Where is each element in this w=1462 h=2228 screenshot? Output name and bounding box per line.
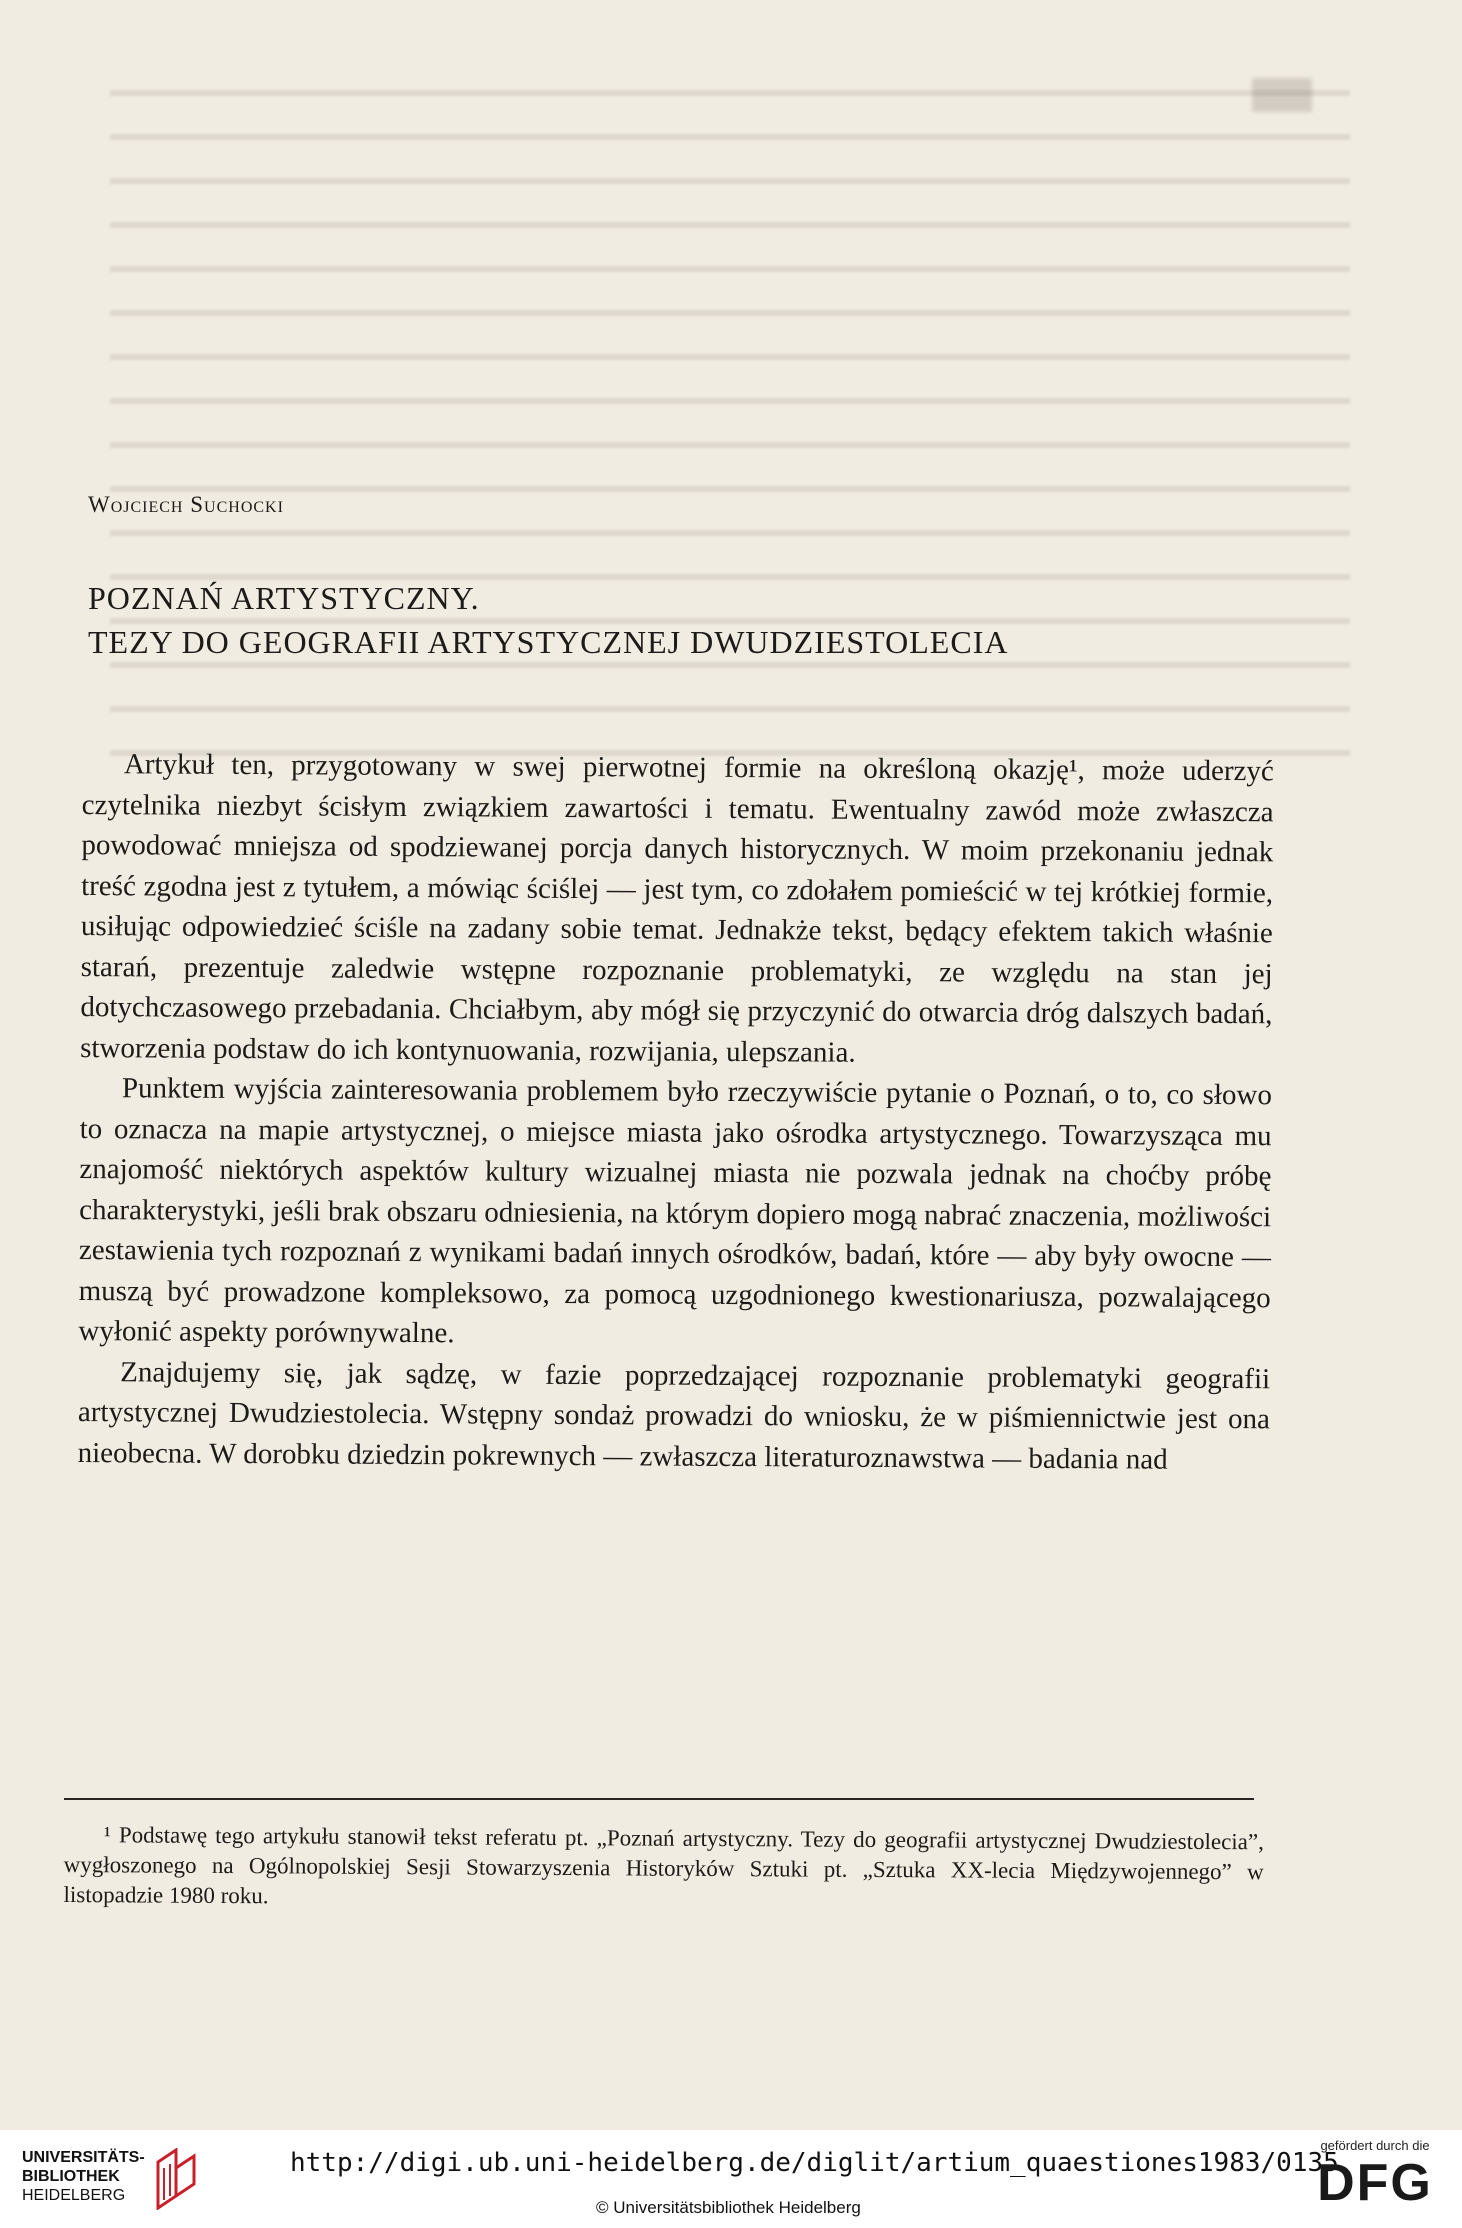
footnote-divider	[64, 1798, 1254, 1800]
article-body	[78, 744, 1274, 1480]
viewer-footer	[0, 2130, 1462, 2228]
library-emblem-icon	[154, 2148, 198, 2210]
bleed-through-texture	[110, 60, 1350, 780]
library-name	[22, 2148, 145, 2205]
paragraph-3: Znajdujemy się, jak sądzę, w fazie poprzedzającej rozpoznanie problematyki geografii artystycznej Dwudziestolecia. Wstępny sondaż prowadzi do wniosku, że w piśmiennictwie jest ona nieobecna. W dorobku dziedzin pokrewnych — zwłaszcza literaturoznawstwa — badania nad	[77, 1355, 1271, 1476]
library-name-line-2: BIBLIOTHEK	[22, 2168, 120, 2185]
permalink-url[interactable]: http://digi.ub.uni-heidelberg.de/diglit/artium_quaestiones1983/0135	[290, 2148, 1339, 2178]
title-line-1: POZNAŃ ARTYSTYCZNY.	[88, 580, 480, 616]
library-name-line-1: UNIVERSITÄTS-	[22, 2149, 145, 2166]
article-title	[88, 576, 1268, 664]
university-library-logo[interactable]	[22, 2148, 192, 2218]
paragraph-2: Punktem wyjścia zainteresowania problemem było rzeczywiście pytanie o Poznań, o to, co słowo to oznacza na mapie artystycznej, o miejsce miasta jako ośrodka artystycznego. Towarzysząca mu znajomość niektórych aspektów kultury wizualnej miasta nie pozwala jednak na choćby próbę charakterystyki, jeśli brak obszaru odniesienia, na którym dopiero mogą nabrać znaczenia, możliwości zestawienia tych rozpoznań z wynikami badań innych ośrodków, badań, które — aby były owocne — muszą być prowadzone kompleksowo, za pomocą uzgodnionego kwestionariusza, pozwalającego wyłonić aspekty porównywalne.	[78, 1072, 1272, 1350]
dfg-sponsor[interactable]	[1300, 2138, 1450, 2222]
paragraph-1: Artykuł ten, przygotowany w swej pierwotnej formie na określoną okazję¹, może uderzyć czytelnika niezbyt ścisłym związkiem zawartości i tematu. Ewentualny zawód może zwłaszcza powodować mniejsza od spodziewanej porcja danych historycznych. W moim przekonaniu jednak treść zgodna jest z tytułem, a mówiąc ściślej — jest tym, co zdołałem pomieścić w tej krótkiej formie, usiłując odpowiedzieć ściśle na zadany sobie temat. Jednakże tekst, będący efektem takich właśnie starań, prezentuje zaledwie wstępne rozpoznanie problematyki, ze względu na stan jej dotychczasowego przebadania. Chciałbym, aby mógł się przyczynić do otwarcia dróg dalszych badań, stworzenia podstaw do ich kontynuowania, rozwijania, ulepszania.	[80, 748, 1274, 1069]
footnote: ¹ Podstawę tego artykułu stanowił tekst referatu pt. „Poznań artystyczny. Tezy do geografii artystycznej Dwudziestolecia”, wygłoszonego na Ogólnopolskiej Sesji Stowarzyszenia Historyków Sztuki pt. „Sztuka XX-lecia Międzywojennego” w listopadzie 1980 roku.	[63, 1822, 1264, 1909]
copyright-notice: © Universitätsbibliothek Heidelberg	[596, 2198, 861, 2217]
bleed-through-page-number	[1252, 78, 1312, 112]
author-name: Wojciech Suchocki	[88, 492, 284, 517]
title-line-2: TEZY DO GEOGRAFII ARTYSTYCZNEJ DWUDZIESTOLECIA	[88, 624, 1009, 660]
dfg-logo: DFG	[1317, 2154, 1433, 2212]
sponsor-label: gefördert durch die	[1320, 2138, 1430, 2153]
library-name-line-3: HEIDELBERG	[22, 2187, 126, 2204]
